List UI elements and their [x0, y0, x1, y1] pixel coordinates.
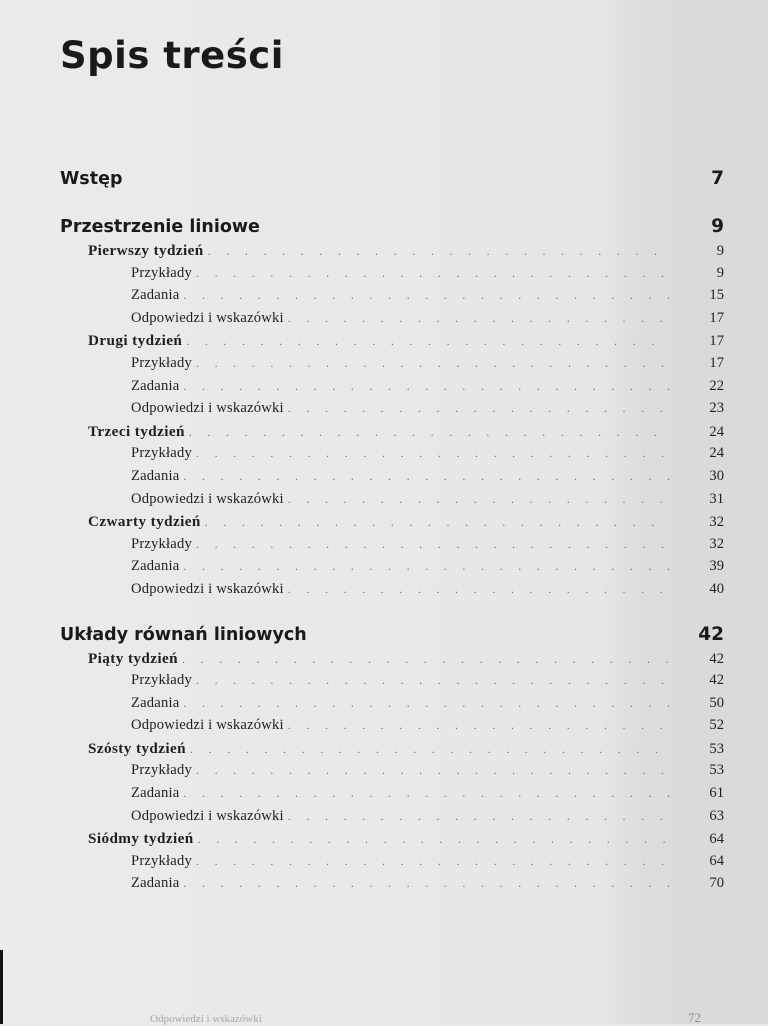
toc-item-title: Przykłady	[131, 535, 192, 552]
dot-leader	[288, 809, 670, 824]
toc-week-title: Trzeci tydzień	[88, 422, 185, 440]
dot-leader	[196, 356, 670, 371]
toc-item-page: 23	[709, 400, 724, 417]
toc-item-row[interactable]	[60, 875, 724, 898]
dot-leader	[183, 696, 670, 711]
toc-item-page: 31	[709, 490, 724, 507]
cut-off-toc-line	[150, 1013, 262, 1025]
toc-item-page: 9	[716, 264, 724, 281]
dot-leader	[196, 266, 670, 281]
table-of-contents	[60, 168, 724, 898]
toc-week-row[interactable]	[60, 423, 724, 446]
toc-week-page: 42	[709, 650, 724, 667]
page-title: Spis treści	[60, 34, 284, 77]
dot-leader	[288, 401, 670, 416]
toc-part-page: 9	[711, 216, 724, 237]
toc-item-title: Odpowiedzi i wskazówki	[131, 807, 284, 824]
toc-item-page: 30	[709, 467, 724, 484]
toc-item-row[interactable]	[60, 695, 724, 718]
toc-item-page: 70	[709, 875, 724, 892]
toc-week-page: 53	[709, 740, 724, 757]
toc-item-page: 17	[709, 354, 724, 371]
toc-item-page: 63	[709, 807, 724, 824]
dot-leader	[196, 446, 670, 461]
toc-item-page: 52	[709, 717, 724, 734]
toc-item-page: 32	[709, 535, 724, 552]
toc-week-row[interactable]	[60, 740, 724, 763]
toc-item-row[interactable]	[60, 378, 724, 401]
toc-item-page: 42	[709, 672, 724, 689]
toc-week-page: 32	[709, 514, 724, 531]
toc-item-title: Zadania	[131, 287, 180, 304]
dot-leader	[186, 334, 670, 349]
toc-week-title: Czwarty tydzień	[88, 513, 201, 531]
cut-off-toc-page: 72	[688, 1010, 701, 1025]
toc-part-page: 7	[711, 168, 724, 189]
toc-item-page: 24	[709, 445, 724, 462]
dot-leader	[196, 673, 670, 688]
toc-item-page: 53	[709, 762, 724, 779]
cut-off-toc-title: Odpowiedzi i wskazówki	[150, 1013, 262, 1025]
dot-leader	[183, 876, 670, 891]
toc-part-page: 42	[698, 623, 724, 645]
toc-part-title: Wstęp	[60, 169, 123, 189]
dot-leader	[183, 469, 670, 484]
toc-item-row[interactable]	[60, 265, 724, 288]
toc-week-row[interactable]	[60, 830, 724, 853]
toc-item-title: Zadania	[131, 377, 180, 394]
toc-item-page: 17	[709, 309, 724, 326]
dot-leader	[183, 379, 670, 394]
toc-part-row[interactable]	[60, 168, 724, 194]
toc-item-title: Przykłady	[131, 762, 192, 779]
toc-item-title: Przykłady	[131, 354, 192, 371]
toc-item-title: Zadania	[131, 785, 180, 802]
toc-item-row[interactable]	[60, 355, 724, 378]
toc-part-row[interactable]	[60, 624, 724, 650]
dot-leader	[182, 652, 670, 667]
toc-item-row[interactable]	[60, 310, 724, 333]
toc-part	[60, 168, 724, 194]
toc-week-row[interactable]	[60, 332, 724, 355]
toc-item-page: 22	[709, 377, 724, 394]
toc-item-row[interactable]	[60, 558, 724, 581]
dot-leader	[183, 288, 670, 303]
toc-item-row[interactable]	[60, 400, 724, 423]
dot-leader	[288, 718, 670, 733]
toc-item-row[interactable]	[60, 717, 724, 740]
toc-item-row[interactable]	[60, 287, 724, 310]
dot-leader	[198, 832, 670, 847]
toc-week-title: Szósty tydzień	[88, 739, 186, 757]
toc-week-page: 9	[716, 243, 724, 259]
dot-leader	[183, 786, 670, 801]
toc-part	[60, 624, 724, 899]
toc-item-title: Odpowiedzi i wskazówki	[131, 490, 284, 507]
toc-item-title: Przykłady	[131, 445, 192, 462]
toc-part-title: Przestrzenie liniowe	[60, 217, 260, 237]
toc-item-row[interactable]	[60, 445, 724, 468]
dot-leader	[288, 311, 670, 326]
dot-leader	[288, 582, 670, 597]
toc-item-title: Odpowiedzi i wskazówki	[131, 580, 284, 597]
toc-week-title: Piąty tydzień	[88, 649, 178, 667]
toc-week-page: 64	[709, 831, 724, 848]
dot-leader	[190, 742, 670, 757]
page-edge-shadow	[0, 950, 3, 1024]
toc-item-page: 15	[709, 287, 724, 304]
toc-item-row[interactable]	[60, 672, 724, 695]
toc-item-row[interactable]	[60, 808, 724, 831]
toc-item-row[interactable]	[60, 785, 724, 808]
toc-item-page: 61	[709, 785, 724, 802]
toc-item-title: Zadania	[131, 875, 180, 892]
toc-part	[60, 216, 724, 604]
toc-item-row[interactable]	[60, 536, 724, 559]
toc-item-page: 40	[709, 580, 724, 597]
toc-week-row[interactable]	[60, 513, 724, 536]
toc-item-title: Zadania	[131, 467, 180, 484]
dot-leader	[208, 244, 670, 259]
dot-leader	[183, 559, 670, 574]
dot-leader	[196, 537, 670, 552]
toc-item-title: Zadania	[131, 694, 180, 711]
toc-part-title: Układy równań liniowych	[60, 624, 307, 645]
toc-item-page: 50	[709, 694, 724, 711]
dot-leader	[196, 763, 670, 778]
toc-item-title: Odpowiedzi i wskazówki	[131, 400, 284, 417]
toc-week-title: Pierwszy tydzień	[88, 242, 204, 259]
toc-item-title: Przykłady	[131, 672, 192, 689]
toc-item-title: Przykłady	[131, 852, 192, 869]
dot-leader	[288, 492, 670, 507]
toc-item-title: Odpowiedzi i wskazówki	[131, 717, 284, 734]
toc-item-row[interactable]	[60, 762, 724, 785]
dot-leader	[205, 515, 670, 530]
toc-week-row[interactable]	[60, 650, 724, 673]
toc-part-row[interactable]	[60, 216, 724, 242]
toc-item-row[interactable]	[60, 491, 724, 514]
toc-item-page: 39	[709, 558, 724, 575]
toc-item-title: Zadania	[131, 558, 180, 575]
toc-item-title: Odpowiedzi i wskazówki	[131, 309, 284, 326]
toc-week-title: Drugi tydzień	[88, 332, 183, 350]
toc-week-row[interactable]	[60, 242, 724, 265]
toc-item-row[interactable]	[60, 581, 724, 604]
dot-leader	[196, 854, 670, 869]
toc-week-page: 24	[709, 423, 724, 440]
toc-item-title: Przykłady	[131, 264, 192, 281]
toc-item-page: 64	[709, 852, 724, 869]
toc-week-title: Siódmy tydzień	[88, 830, 194, 848]
toc-item-row[interactable]	[60, 853, 724, 876]
toc-week-page: 17	[709, 333, 724, 350]
toc-item-row[interactable]	[60, 468, 724, 491]
dot-leader	[189, 425, 670, 440]
